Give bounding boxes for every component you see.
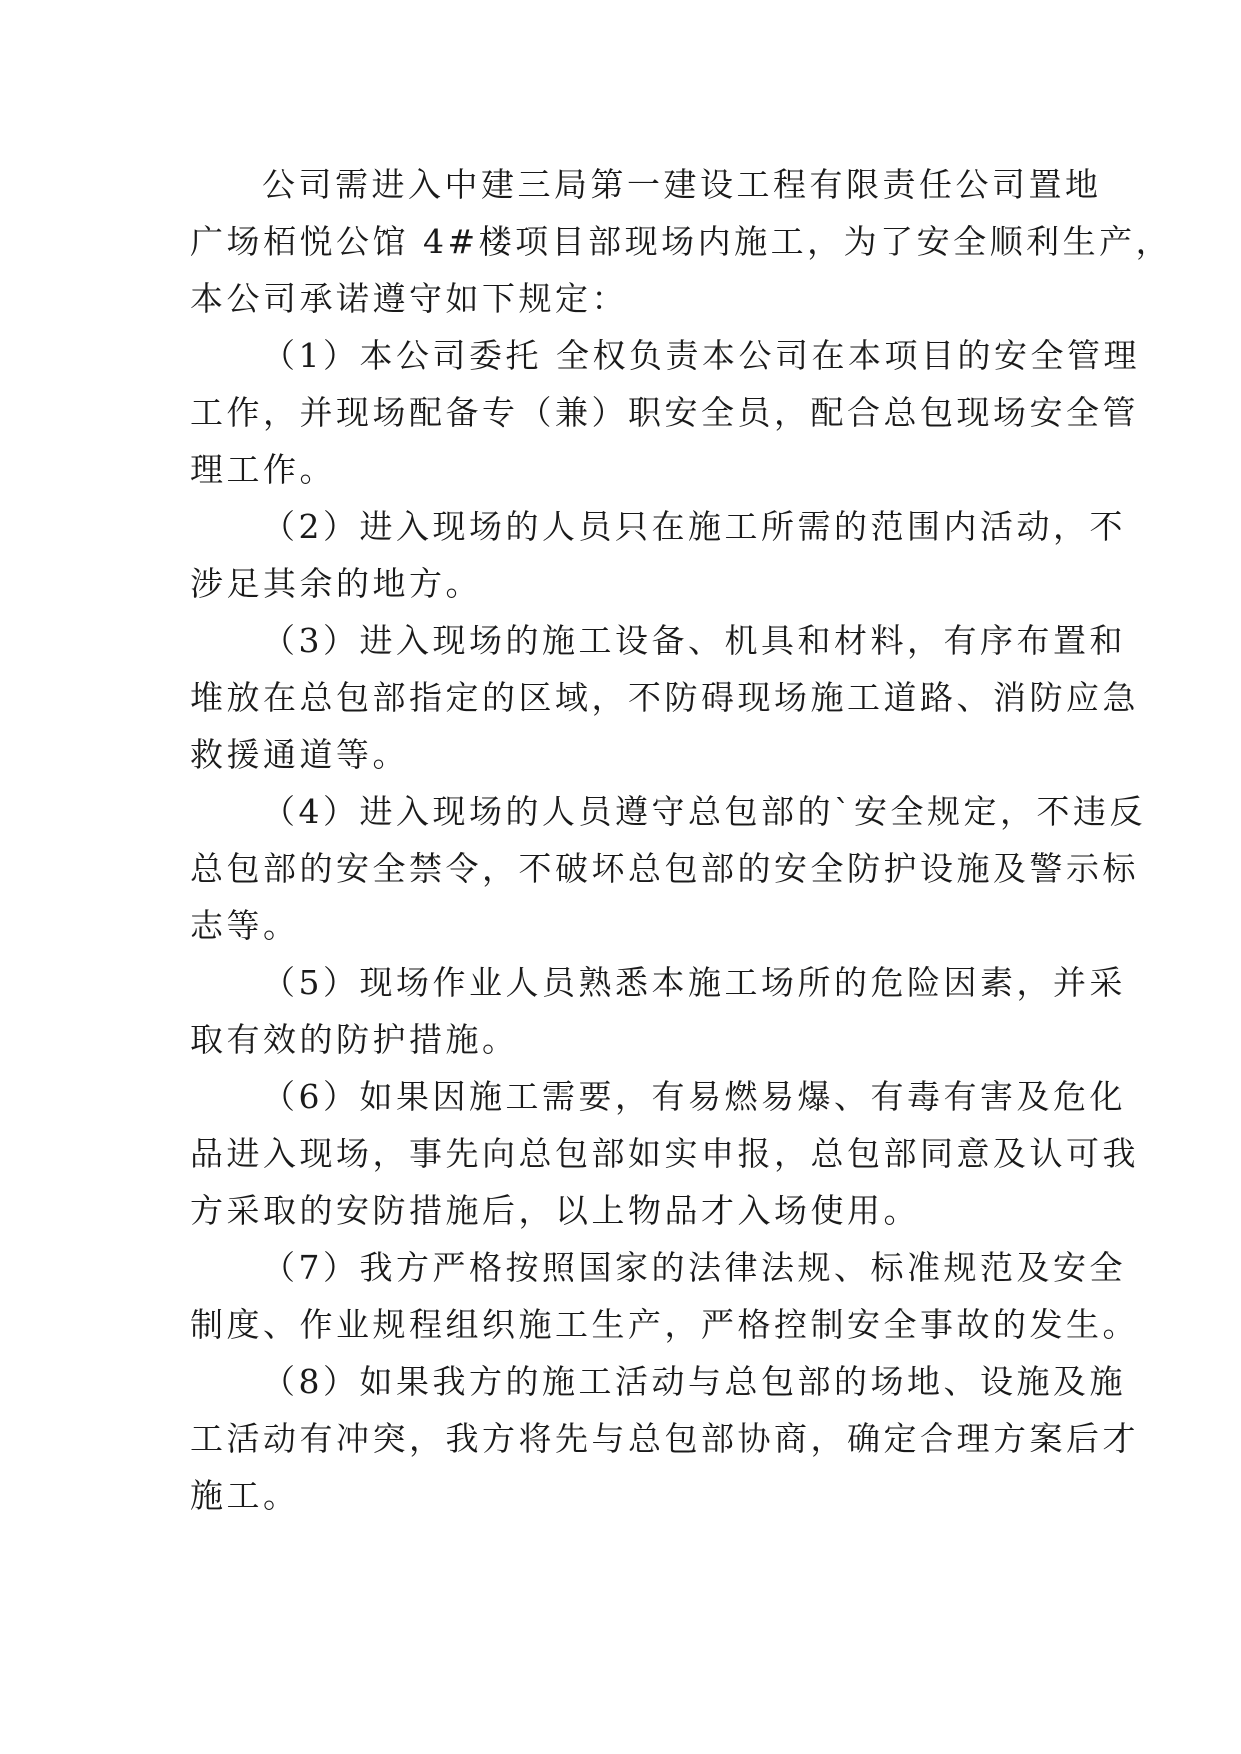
text-line: 公司需进入中建三局第一建设工程有限责任公司置地 (262, 165, 1102, 204)
text-line: 理工作。 (190, 450, 336, 489)
text-line: 救援通道等。 (190, 735, 409, 774)
text-line: 堆放在总包部指定的区域，不防碍现场施工道路、消防应急 (190, 678, 1139, 717)
text-line: （3）进入现场的施工设备、机具和材料，有序布置和 (262, 621, 1126, 660)
text-line: 志等。 (190, 906, 300, 945)
text-line: 涉足其余的地方。 (190, 564, 482, 603)
text-line: 施工。 (190, 1476, 300, 1515)
text-line: （8）如果我方的施工活动与总包部的场地、设施及施 (262, 1362, 1126, 1401)
text-line: 方采取的安防措施后，以上物品才入场使用。 (190, 1191, 920, 1230)
text-line: 总包部的安全禁令，不破坏总包部的安全防护设施及警示标 (190, 849, 1139, 888)
text-line: （2）进入现场的人员只在施工所需的范围内活动，不 (262, 507, 1126, 546)
text-line: 取有效的防护措施。 (190, 1020, 519, 1059)
text-line: 品进入现场，事先向总包部如实申报，总包部同意及认可我 (190, 1134, 1139, 1173)
text-line: 制度、作业规程组织施工生产，严格控制安全事故的发生。 (190, 1305, 1139, 1344)
text-line: （7）我方严格按照国家的法律法规、标准规范及安全 (262, 1248, 1126, 1287)
text-line: 本公司承诺遵守如下规定： (190, 279, 628, 318)
text-line: 广场栢悦公馆 4#楼项目部现场内施工，为了安全顺利生产， (190, 222, 1173, 261)
text-line: （4）进入现场的人员遵守总包部的`安全规定，不违反 (262, 792, 1146, 831)
text-line: （5）现场作业人员熟悉本施工场所的危险因素，并采 (262, 963, 1126, 1002)
text-line: 工活动有冲突，我方将先与总包部协商，确定合理方案后才 (190, 1419, 1139, 1458)
text-line: （1）本公司委托 全权负责本公司在本项目的安全管理 (262, 336, 1140, 375)
text-line: （6）如果因施工需要，有易燃易爆、有毒有害及危化 (262, 1077, 1126, 1116)
text-line: 工作，并现场配备专（兼）职安全员，配合总包现场安全管 (190, 393, 1139, 432)
